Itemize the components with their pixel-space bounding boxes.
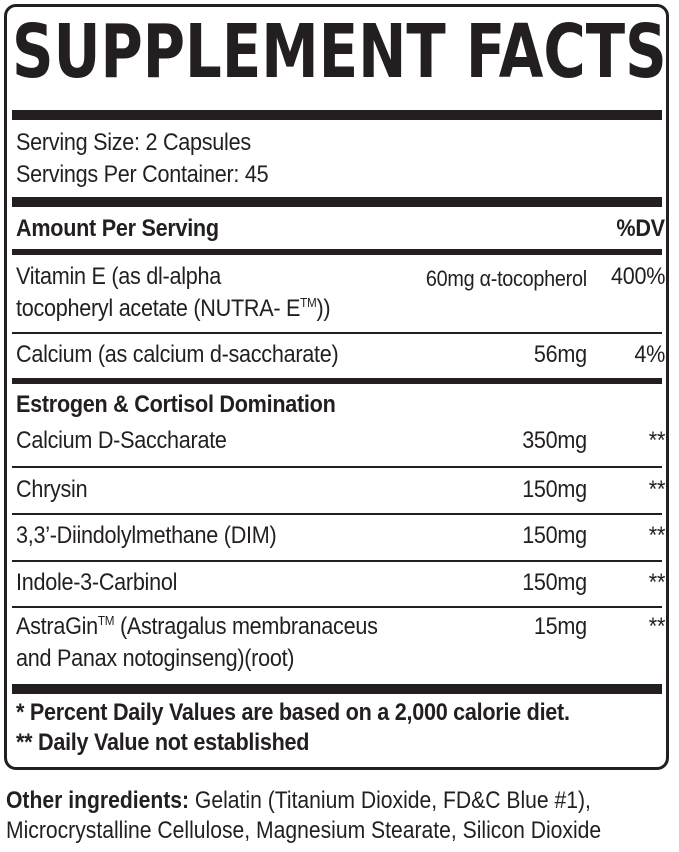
blend-item-astragin: AstraGin™ (Astragalus membranaceus [16,613,378,640]
blend-item-astragin-line2: and Panax notoginseng)(root) [16,645,295,672]
row-divider [12,513,662,515]
amount-per-serving-label: Amount Per Serving [16,215,219,242]
blend-item-dv: ** [648,476,665,503]
blend-item-calcium-d-saccharate: Calcium D-Saccharate [16,427,227,454]
blend-item-dv: ** [648,613,665,640]
row-divider [12,332,662,334]
blend-item-amount: 350mg [522,427,587,454]
servings-per-container: Servings Per Container: 45 [16,161,269,188]
row-divider [12,466,662,468]
blend-divider [12,378,662,384]
other-ingredients-line2: Microcrystalline Cellulose, Magnesium Stearate, Silicon Dioxide [6,817,602,844]
blend-item-dv: ** [648,569,665,596]
footnote-divider [12,684,662,694]
serving-size: Serving Size: 2 Capsules [16,129,251,156]
blend-item-chrysin: Chrysin [16,476,88,503]
blend-item-dim: 3,3’-Diindolylmethane (DIM) [16,522,277,549]
vitamin-e-dv: 400% [610,263,665,290]
blend-item-amount: 150mg [522,476,587,503]
title-divider [12,110,662,120]
blend-item-amount: 150mg [522,522,587,549]
calcium-amount: 56mg [534,341,587,368]
vitamin-e-name: Vitamin E (as dl-alpha [16,263,221,290]
other-ingredients-line1: Gelatin (Titanium Dioxide, FD&C Blue #1), [189,787,591,814]
dv-footnote: * Percent Daily Values are based on a 2,000 calorie diet. [16,699,570,726]
other-ingredients-label: Other ingredients: [6,787,190,814]
serving-divider [12,197,662,207]
vitamin-e-amount: 60mg α-tocopherol [426,266,587,291]
blend-item-dv: ** [648,522,665,549]
calcium-dv: 4% [634,341,665,368]
panel-title: SUPPLEMENT FACTS [12,9,667,95]
blend-item-dv: ** [648,427,665,454]
blend-item-amount: 150mg [522,569,587,596]
blend-title: Estrogen & Cortisol Domination [16,391,336,418]
row-divider [12,606,662,608]
calcium-name: Calcium (as calcium d-saccharate) [16,341,339,368]
other-ingredients [6,786,591,816]
blend-item-indole-3-carbinol: Indole-3-Carbinol [16,569,178,596]
not-established-footnote: ** Daily Value not established [16,729,310,756]
header-divider [12,249,662,255]
vitamin-e-name-line2: tocopheryl acetate (NUTRA- E™)) [16,295,331,322]
dv-header: %DV [616,215,665,242]
blend-item-amount: 15mg [534,613,587,640]
row-divider [12,560,662,562]
